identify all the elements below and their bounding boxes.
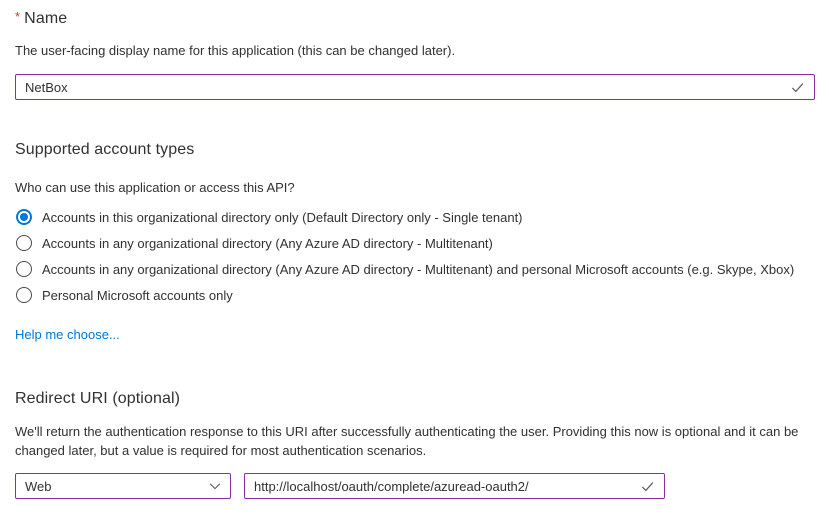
chevron-down-icon bbox=[208, 479, 222, 493]
radio-option-label: Personal Microsoft accounts only bbox=[42, 287, 233, 303]
radio-option-label: Accounts in any organizational directory (Any Azure AD directory - Multitenant) bbox=[42, 235, 493, 251]
radio-option-label: Accounts in any organizational directory (Any Azure AD directory - Multitenant) and personal Microsoft accounts (e.g. Skype, Xbox) bbox=[42, 261, 795, 277]
radio-button[interactable] bbox=[16, 209, 32, 225]
name-input[interactable] bbox=[16, 75, 790, 99]
redirect-uri-description: We'll return the authentication response to this URI after successfully authenticating the user. Providing this now is optional and it can be changed later, but a value is required for most authentication scenarios. bbox=[15, 424, 799, 458]
account-types-title: Supported account types bbox=[15, 141, 195, 158]
platform-select[interactable] bbox=[15, 473, 231, 499]
checkmark-icon bbox=[790, 80, 805, 95]
radio-option-multitenant[interactable] bbox=[15, 230, 794, 256]
name-section-title bbox=[15, 10, 67, 28]
radio-button[interactable] bbox=[16, 235, 32, 251]
redirect-uri-input[interactable] bbox=[245, 474, 640, 498]
radio-button[interactable] bbox=[16, 261, 32, 277]
name-input-field bbox=[15, 74, 815, 100]
name-title-text: Name bbox=[24, 10, 68, 27]
redirect-uri-controls bbox=[15, 473, 665, 499]
account-types-question: Who can use this application or access this API? bbox=[15, 180, 295, 195]
radio-option-personal-only[interactable] bbox=[15, 282, 794, 308]
account-types-radio-group bbox=[15, 204, 794, 308]
radio-option-label: Accounts in this organizational directory only (Default Directory only - Single tenant) bbox=[42, 209, 523, 225]
radio-option-single-tenant[interactable] bbox=[15, 204, 794, 230]
checkmark-icon bbox=[640, 479, 655, 494]
radio-option-multitenant-personal[interactable] bbox=[15, 256, 794, 282]
redirect-uri-title: Redirect URI (optional) bbox=[15, 390, 181, 407]
help-me-choose-link[interactable]: Help me choose... bbox=[15, 327, 120, 342]
redirect-uri-field bbox=[244, 473, 665, 499]
platform-select-value: Web bbox=[25, 478, 52, 494]
radio-button[interactable] bbox=[16, 287, 32, 303]
name-description: The user-facing display name for this application (this can be changed later). bbox=[15, 43, 456, 58]
required-asterisk: * bbox=[15, 9, 21, 24]
